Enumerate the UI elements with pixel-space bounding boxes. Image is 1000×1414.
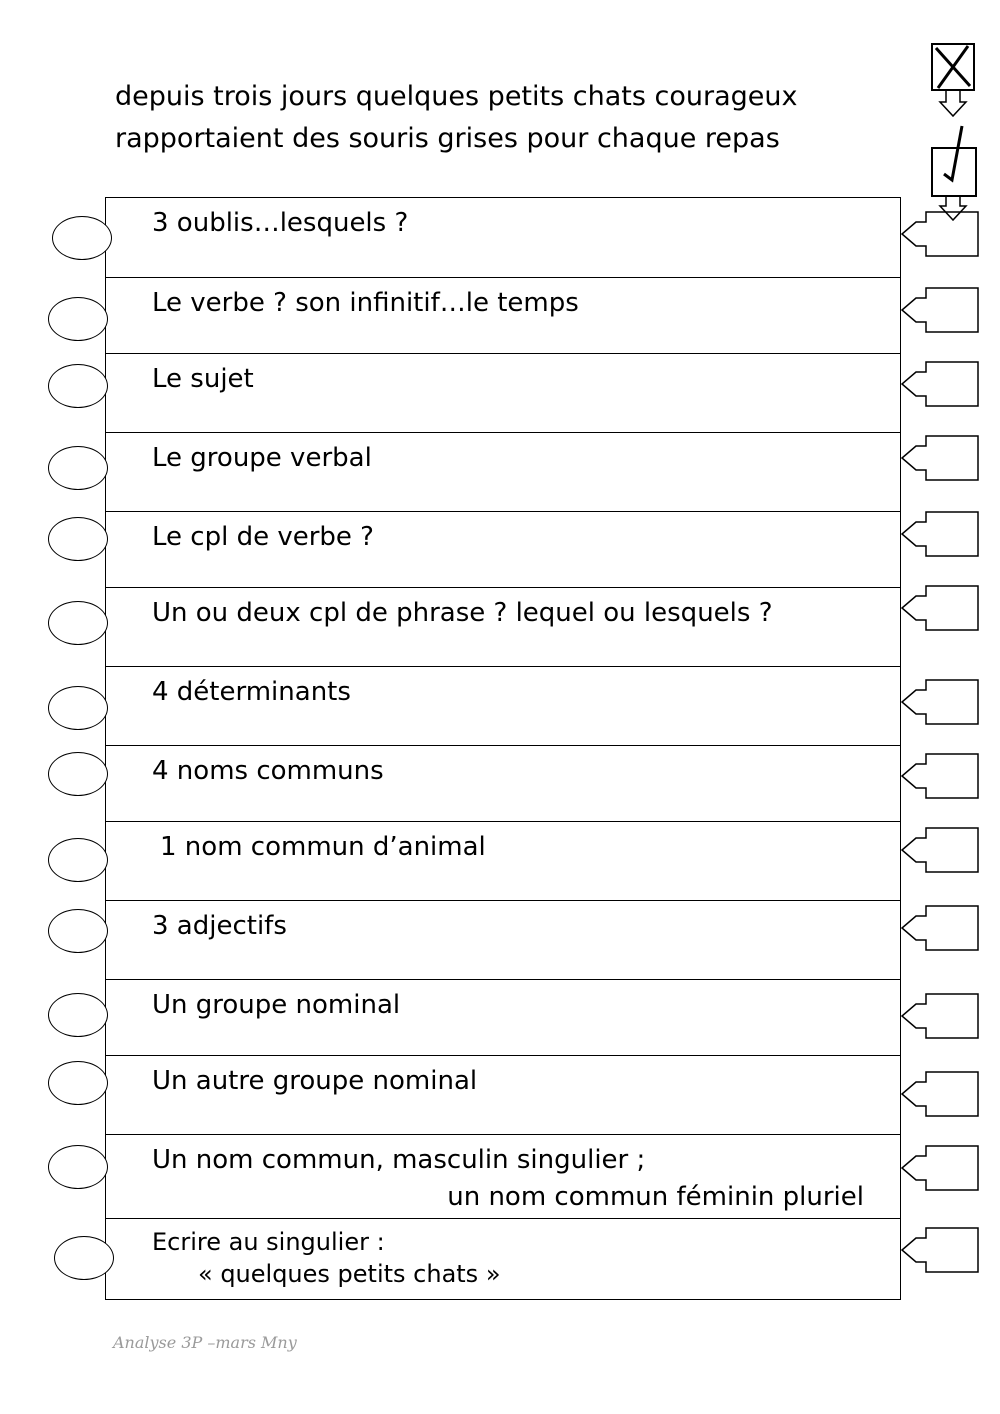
answer-oval[interactable] — [48, 517, 108, 561]
check-box-7[interactable] — [898, 678, 982, 728]
row-label: Un nom commun, masculin singulier ; — [152, 1145, 646, 1175]
answer-oval[interactable] — [48, 297, 108, 341]
row-label: Le groupe verbal — [152, 443, 372, 473]
answer-oval[interactable] — [48, 909, 108, 953]
analysis-table — [105, 197, 901, 1300]
answer-oval[interactable] — [48, 752, 108, 796]
check-box-8[interactable] — [898, 752, 982, 802]
check-box-6[interactable] — [898, 584, 982, 634]
check-box-11[interactable] — [898, 992, 982, 1042]
answer-oval[interactable] — [48, 1145, 108, 1189]
down-arrow-icon — [940, 90, 966, 116]
table-row — [106, 901, 900, 980]
check-box-2[interactable] — [898, 286, 982, 336]
table-row — [106, 1219, 900, 1299]
table-row — [106, 278, 900, 354]
row-label: 4 noms communs — [152, 756, 384, 786]
answer-oval[interactable] — [48, 601, 108, 645]
row-label: 1 nom commun d’animal — [160, 832, 486, 862]
sentence-line-2: rapportaient des souris grises pour chaque repas — [115, 123, 780, 154]
cross-box-icon — [932, 44, 974, 90]
table-row — [106, 746, 900, 822]
answer-oval[interactable] — [48, 838, 108, 882]
answer-oval[interactable] — [54, 1236, 114, 1280]
row-label: Le sujet — [152, 364, 254, 394]
table-row — [106, 512, 900, 588]
answer-oval[interactable] — [48, 1061, 108, 1105]
row-label: 3 adjectifs — [152, 911, 287, 941]
row-label: Un groupe nominal — [152, 990, 401, 1020]
table-row — [106, 433, 900, 512]
check-box-4[interactable] — [898, 434, 982, 484]
exercise-sentence — [115, 76, 797, 160]
table-row — [106, 822, 900, 901]
answer-oval[interactable] — [48, 686, 108, 730]
table-row — [106, 667, 900, 746]
check-box-13[interactable] — [898, 1144, 982, 1194]
answer-oval[interactable] — [48, 446, 108, 490]
answer-oval[interactable] — [52, 216, 112, 260]
row-label: Un ou deux cpl de phrase ? lequel ou lesquels ? — [152, 598, 773, 628]
row-sublabel: un nom commun féminin pluriel — [447, 1182, 864, 1212]
row-label: 3 oublis…lesquels ? — [152, 208, 409, 238]
table-row — [106, 354, 900, 433]
sentence-line-1: depuis trois jours quelques petits chats courageux — [115, 81, 798, 112]
check-box-12[interactable] — [898, 1070, 982, 1120]
table-row — [106, 1056, 900, 1135]
check-box-3[interactable] — [898, 360, 982, 410]
check-box-1[interactable] — [898, 210, 982, 260]
row-sublabel: « quelques petits chats » — [198, 1260, 501, 1288]
check-box-icon — [932, 126, 976, 196]
table-row — [106, 980, 900, 1056]
answer-oval[interactable] — [48, 993, 108, 1037]
footer-note: Analyse 3P –mars Mny — [113, 1333, 297, 1352]
table-row — [106, 198, 900, 278]
row-label: Un autre groupe nominal — [152, 1066, 478, 1096]
check-box-14[interactable] — [898, 1226, 982, 1276]
table-row — [106, 588, 900, 667]
check-box-9[interactable] — [898, 826, 982, 876]
table-row — [106, 1135, 900, 1219]
answer-oval[interactable] — [48, 364, 108, 408]
row-label: Ecrire au singulier : — [152, 1228, 385, 1256]
row-label: Le verbe ? son infinitif…le temps — [152, 288, 579, 318]
row-label: 4 déterminants — [152, 677, 351, 707]
row-label: Le cpl de verbe ? — [152, 522, 374, 552]
check-box-5[interactable] — [898, 510, 982, 560]
check-box-10[interactable] — [898, 904, 982, 954]
